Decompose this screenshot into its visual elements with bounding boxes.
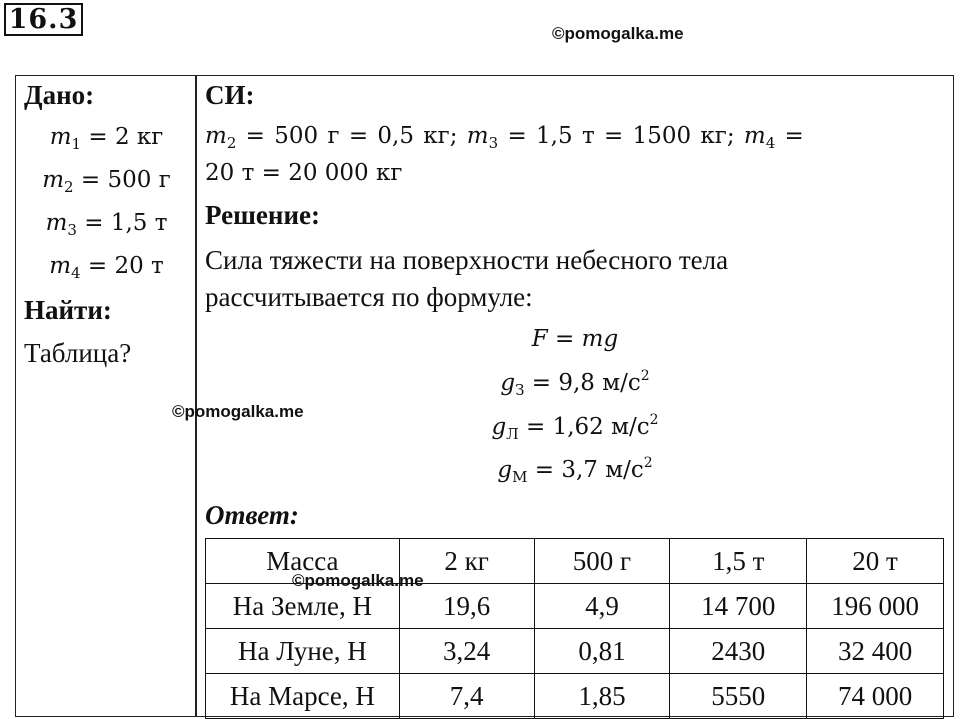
si-heading: СИ: [205,80,255,110]
table-header-cell: Масса [206,539,400,584]
answer-table [205,538,944,719]
table-cell: 4,9 [534,584,670,629]
table-cell: 3,24 [399,629,534,674]
table-cell: 32 400 [807,629,944,674]
watermark: ©pomogalka.me [552,24,684,43]
table-cell: На Луне, Н [206,629,400,674]
table-row [206,629,944,674]
table-header-cell: 2 кг [399,539,534,584]
formula-force: F = mg [531,326,619,352]
given-item: $m_4 = 20$ т [49,253,164,282]
find-heading: Найти: [24,295,112,325]
table-cell: На Земле, Н [206,584,400,629]
table-cell: 0,81 [534,629,670,674]
table-header-cell: 1,5 т [670,539,807,584]
table-cell: 74 000 [807,674,944,719]
si-line-2: 20 т = 20 000 кг [205,160,403,186]
table-cell: 19,6 [399,584,534,629]
table-cell: 5550 [670,674,807,719]
constant-g-moon: $g_Л = 1,62$ $м/с^2$ [491,412,659,443]
table-row [206,674,944,719]
table-cell: 196 000 [807,584,944,629]
answer-heading: Ответ: [205,500,299,530]
constant-g-mars: $g_М = 3,7$ $м/с^2$ [497,455,653,486]
table-header-cell: 500 г [534,539,670,584]
table-cell: 7,4 [399,674,534,719]
given-item: $m_3 = 1,5$ т [45,210,168,239]
watermark: ©pomogalka.me [292,571,424,590]
solution-heading: Решение: [205,200,320,230]
table-cell: 14 700 [670,584,807,629]
given-heading: Дано: [24,80,95,110]
column-divider [195,75,197,717]
table-cell: На Марсе, Н [206,674,400,719]
constant-g-earth: $g_З = 9,8$ $м/с^2$ [500,368,650,399]
table-cell: 1,85 [534,674,670,719]
given-item: $m_1 = 2$ кг [49,124,164,153]
table-cell: 2430 [670,629,807,674]
table-header-cell: 20 т [807,539,944,584]
solution-text-line-1: Сила тяжести на поверхности небесного тела [205,245,729,275]
si-line-1: $m_2 = 500$ г = 0,5 кг; $m_3 = 1,5$ т = 1500 кг; $m_4$ = [205,123,804,152]
watermark: ©pomogalka.me [172,402,304,421]
problem-number: 16.3 [4,3,83,36]
given-item: $m_2 = 500$ г [42,167,171,196]
find-value: Таблица? [24,338,132,368]
solution-text-line-2: рассчитывается по формуле: [205,282,533,312]
